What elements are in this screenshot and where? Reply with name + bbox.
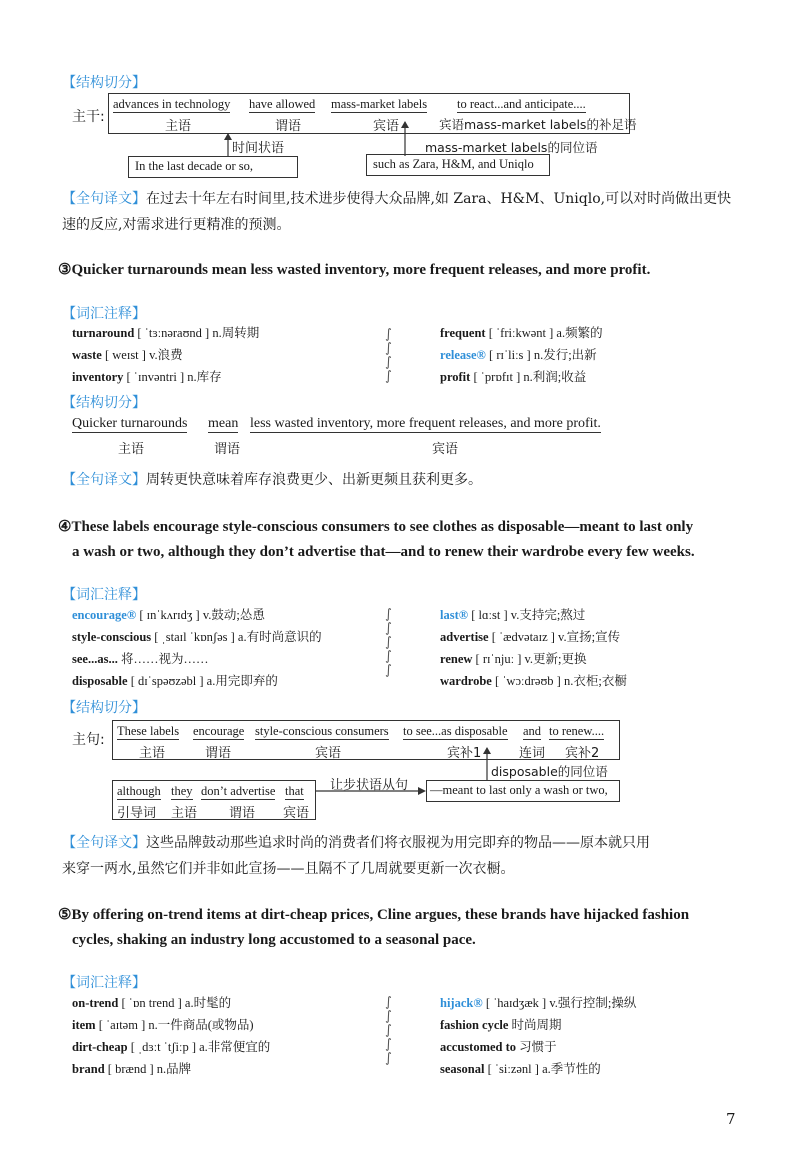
structure-label-4: 【结构切分】 xyxy=(62,700,146,716)
vocab-label-4: 【词汇注释】 xyxy=(62,587,146,603)
vocab-item: see...as... 将……视为…… xyxy=(72,652,209,666)
seg-object: mass-market labels xyxy=(331,97,428,111)
main-clause-label: 主干: xyxy=(72,109,105,125)
meant-box: —meant to last only a wash or two, xyxy=(426,780,620,802)
vocab-item: item [ ˈaɪtəm ] n.一件商品(或物品) xyxy=(72,1018,254,1032)
role-complement: 宾语mass-market labels的补足语 xyxy=(439,117,637,132)
translation-2: 【全句译文】在过去十年左右时间里,技术进步使得大众品牌,如 Zara、H&M、Uniqlo,可以对时尚做出更快速的反应,对需求进行更精准的预测。 xyxy=(62,191,732,233)
role-time-adverbial: 时间状语 xyxy=(232,141,285,156)
vocab-right-3 xyxy=(440,322,760,388)
translation-3: 【全句译文】周转更快意味着库存浪费更少、出新更频且获利更多。 xyxy=(62,472,482,488)
time-box: In the last decade or so, xyxy=(128,156,298,178)
vocab-item: turnaround [ ˈtɜːnəraʊnd ] n.周转期 xyxy=(72,326,260,340)
sentence-5-line1: ⑤By offering on-trend items at dirt-cheap prices, Cline argues, these brands have hijacked fashion xyxy=(58,907,690,923)
vocab-item: renew [ rɪˈnjuː ] v.更新;更换 xyxy=(440,652,587,666)
vocab-item: waste [ weɪst ] v.浪费 xyxy=(72,348,183,362)
vocab-item: wardrobe [ ˈwɔːdrəʊb ] n.衣柜;衣橱 xyxy=(440,674,627,688)
structure-label-3: 【结构切分】 xyxy=(62,395,146,411)
vocab-item: fashion cycle 时尚周期 xyxy=(440,1018,562,1032)
main-sentence-label: 主句: xyxy=(72,732,105,748)
vocab-item: profit [ ˈprɒfɪt ] n.利润;收益 xyxy=(440,370,587,384)
translation-4: 【全句译文】这些品牌鼓动那些追求时尚的消费者们将衣服视为用完即弃的物品——原本就只用 来穿一两水,虽然它们并非如此宣扬——且隔不了几周就要更新一次衣橱。 xyxy=(62,835,650,877)
sentence-5-line2: cycles, shaking an industry long accustomed to a seasonal pace. xyxy=(72,932,476,948)
appositive-box: such as Zara, H&M, and Uniqlo xyxy=(366,154,550,176)
seg-subject: advances in technology xyxy=(113,97,231,111)
vocab-item: inventory [ ˈɪnvəntri ] n.库存 xyxy=(72,370,222,384)
vocab-item: on-trend [ ˈɒn trend ] a.时髦的 xyxy=(72,996,232,1010)
vocab-item: accustomed to 习惯于 xyxy=(440,1040,557,1054)
divider-wave: ∫ ∫ ∫ ∫ ∫ xyxy=(385,607,392,678)
role-subject: 主语 xyxy=(165,119,192,134)
seg-complement: to react...and anticipate.... xyxy=(457,97,586,111)
role-appositive-4: disposable的同位语 xyxy=(491,764,608,779)
vocab-left-5 xyxy=(72,992,392,1080)
role-concessive: 让步状语从句 xyxy=(330,778,409,793)
vocab-left-3 xyxy=(72,322,392,388)
sentence-4-line2: a wash or two, although they don’t advertise that—and to renew their wardrobe every few weeks. xyxy=(72,544,695,560)
divider-wave: ∫ ∫ ∫ ∫ ∫ xyxy=(385,995,392,1066)
vocab-item: seasonal [ ˈsiːzənl ] a.季节性的 xyxy=(440,1062,601,1076)
vocab-right-4 xyxy=(440,604,760,692)
divider-wave: ∫ ∫ ∫ ∫ xyxy=(385,327,392,384)
main-sentence-box: These labels encourage style-conscious consumers to see...as disposable and to renew.... 主语 谓语 宾语 宾补1 连词 宾补2 xyxy=(112,720,620,760)
vocab-item: brand [ brænd ] n.品牌 xyxy=(72,1062,192,1076)
vocab-item: style-conscious [ ˌstaɪl ˈkɒnʃəs ] a.有时尚意识的 xyxy=(72,630,322,644)
vocab-item: hijack® [ ˈhaɪdʒæk ] v.强行控制;操纵 xyxy=(440,996,637,1010)
vocab-label-3: 【词汇注释】 xyxy=(62,306,146,322)
vocab-item: encourage® [ ɪnˈkʌrɪdʒ ] v.鼓动;怂恿 xyxy=(72,608,265,622)
vocab-item: advertise [ ˈædvətaɪz ] v.宣扬;宣传 xyxy=(440,630,621,644)
role-appositive: mass-market labels的同位语 xyxy=(425,140,598,155)
vocab-item: frequent [ ˈfriːkwənt ] a.频繁的 xyxy=(440,326,603,340)
sentence-3: ③Quicker turnarounds mean less wasted inventory, more frequent releases, and more profit. xyxy=(58,262,651,278)
vocab-label-5: 【词汇注释】 xyxy=(62,975,146,991)
vocab-right-5 xyxy=(440,992,760,1080)
seg-predicate: have allowed xyxy=(249,97,316,111)
page-number: 7 xyxy=(726,1110,736,1128)
role-object: 宾语 xyxy=(373,119,400,134)
structure-3: Quicker turnarounds mean less wasted inventory, more frequent releases, and more profit. 主语 谓语 宾语 xyxy=(72,416,601,457)
sentence-4-line1: ④These labels encourage style-conscious consumers to see clothes as disposable—meant to last only xyxy=(58,519,694,535)
vocab-item: dirt-cheap [ ˌdɜːt ˈtʃiːp ] a.非常便宜的 xyxy=(72,1040,271,1054)
vocab-left-4 xyxy=(72,604,392,692)
vocab-item: disposable [ dɪˈspəʊzəbl ] a.用完即弃的 xyxy=(72,674,278,688)
structure-label-2: 【结构切分】 xyxy=(62,75,146,91)
vocab-item: release® [ rɪˈliːs ] n.发行;出新 xyxy=(440,348,597,362)
concessive-box: although they don’t advertise that 引导词 主语 谓语 宾语 xyxy=(112,780,316,820)
role-predicate: 谓语 xyxy=(275,119,302,134)
vocab-item: last® [ lɑːst ] v.支持完;熬过 xyxy=(440,608,586,622)
